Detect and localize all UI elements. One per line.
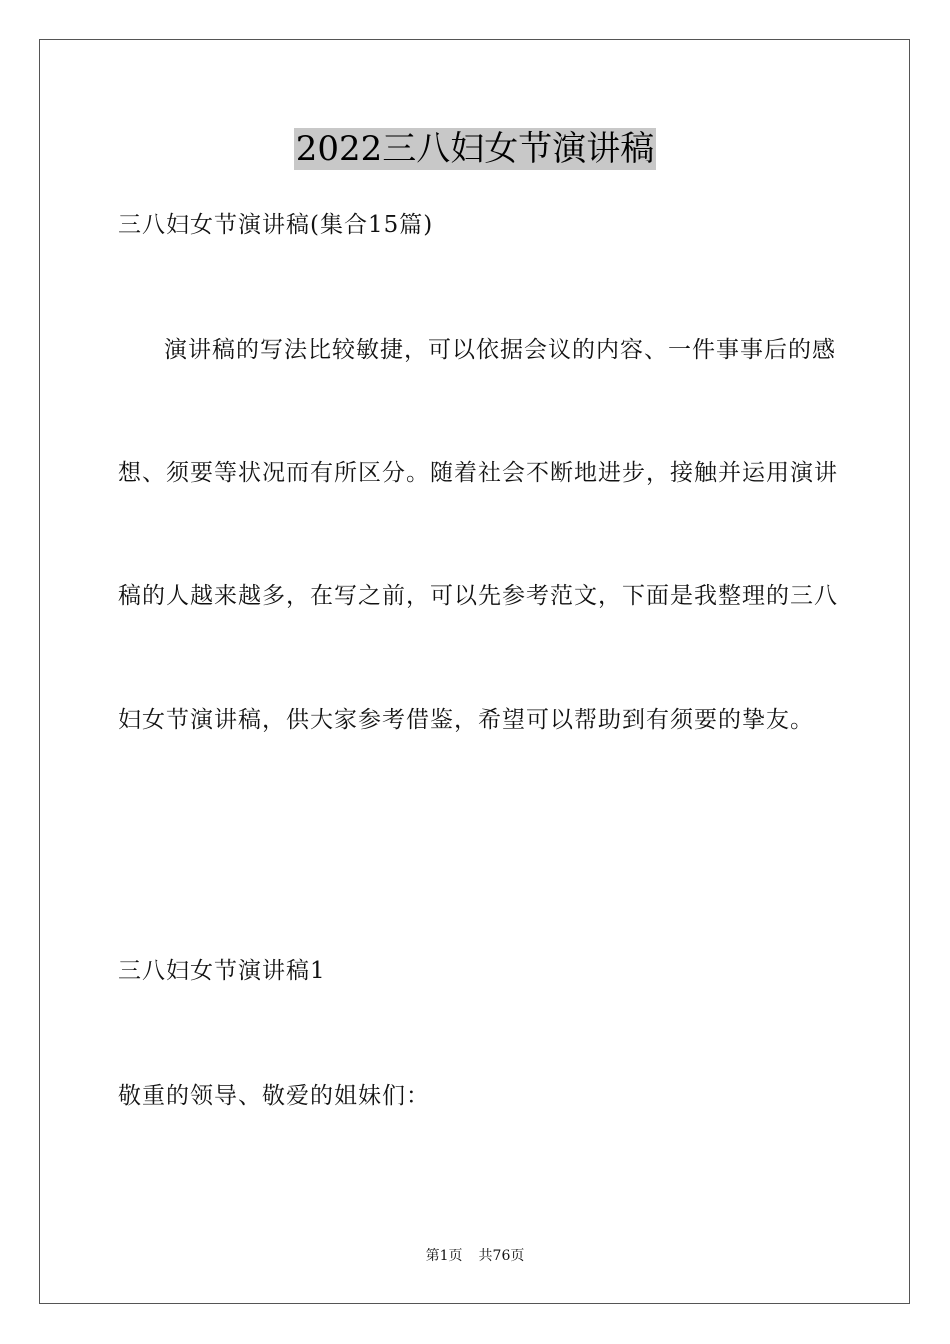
page-footer [0,1247,950,1265]
salutation: 敬重的领导、敬爱的姐妹们： [118,1083,430,1109]
intro-paragraph-line-4: 妇女节演讲稿，供大家参考借鉴，希望可以帮助到有须要的挚友。 [118,707,814,733]
page-number: 第1页 [425,1248,463,1264]
intro-paragraph-line-1: 演讲稿的写法比较敏捷，可以依据会议的内容、一件事事后的感 [164,337,836,363]
total-pages: 共76页 [478,1248,525,1264]
section-heading: 三八妇女节演讲稿1 [118,958,326,984]
document-title: 2022三八妇女节演讲稿 [295,129,655,169]
document-subtitle: 三八妇女节演讲稿(集合15篇) [118,212,434,238]
intro-paragraph-line-3: 稿的人越来越多，在写之前，可以先参考范文，下面是我整理的三八 [118,583,838,609]
title-container [0,128,950,170]
intro-paragraph-line-2: 想、须要等状况而有所区分。随着社会不断地进步，接触并运用演讲 [118,460,838,486]
